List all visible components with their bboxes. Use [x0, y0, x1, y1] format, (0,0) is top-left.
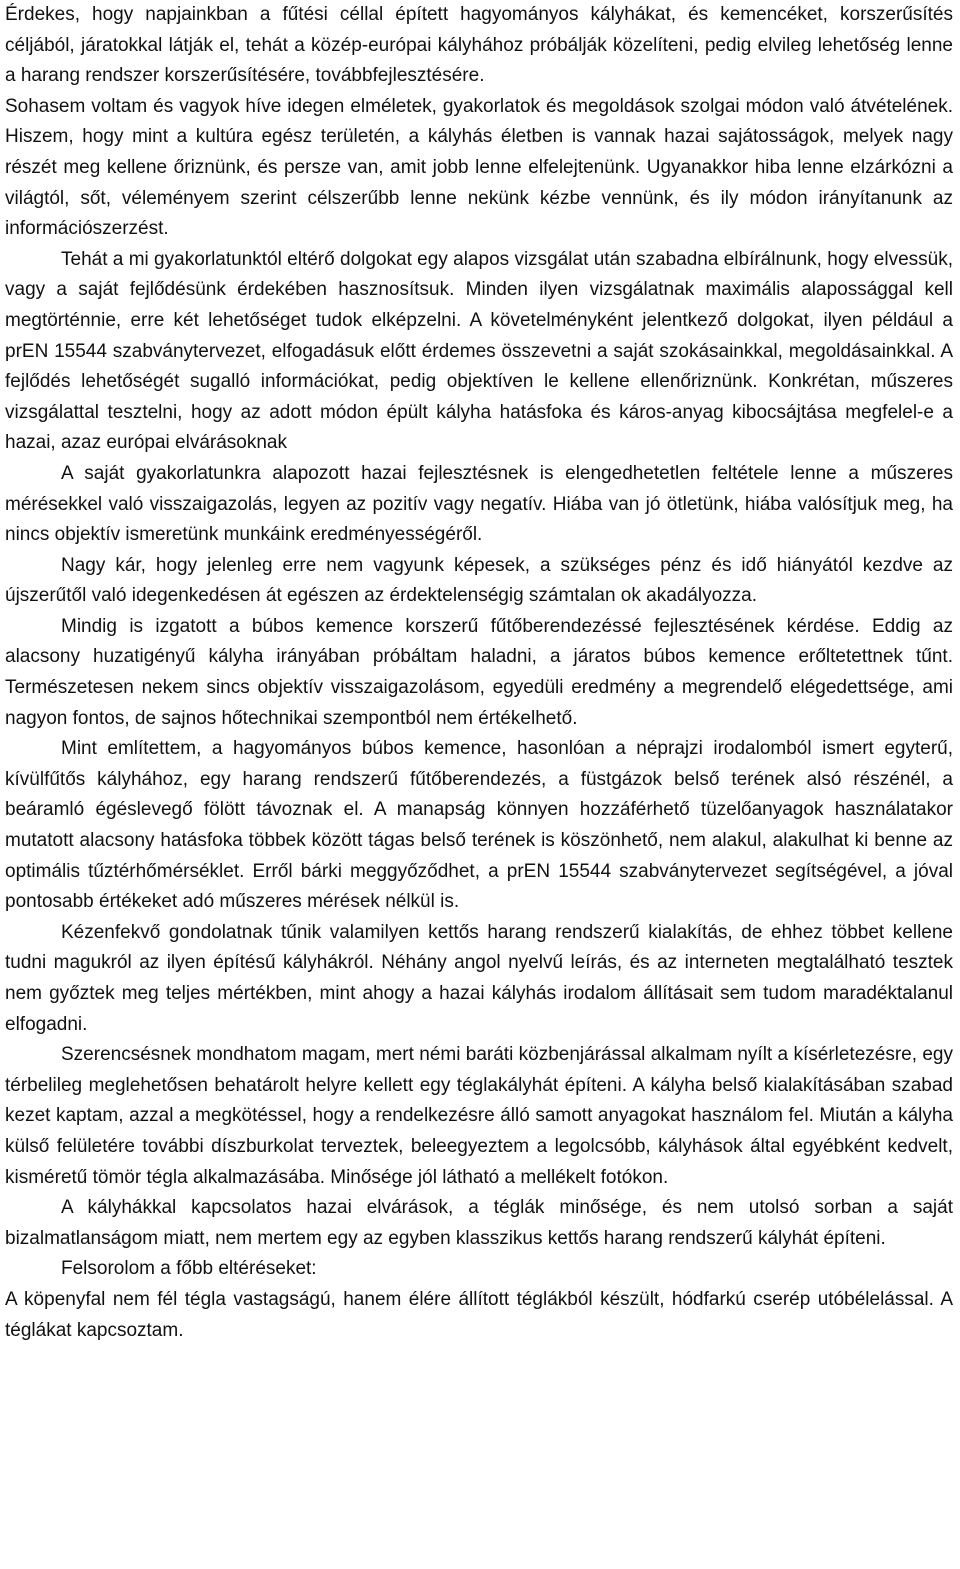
paragraph-obstacles: Nagy kár, hogy jelenleg erre nem vagyunk képesek, a szükséges pénz és idő hiányától kezdve az újszerűtől való idegenkedésen át egészen az érdektelenségig számtalan ok akadályozza.	[5, 554, 953, 607]
paragraph-measurement: A saját gyakorlatunkra alapozott hazai fejlesztésnek is elengedhetetlen feltétele lenne a műszeres mérésekkel való visszaigazolás, legyen az pozitív vagy negatív. Hiába van jó ötletünk, hiába valósítjuk meg, ha nincs objektív ismeretünk munkáink eredményességéről.	[5, 462, 953, 546]
paragraph-bubos-kemence: Mindig is izgatott a búbos kemence korszerű fűtőberendezéssé fejlesztésének kérdése. Eddig az alacsony huzatigényű kályha irányában próbáltam haladni, a járatos búbos kemence erőltetettnek tűnt. Természetesen nekem sincs objektív visszaigazolásom, egyedüli eredmény a megrendelő elégedettsége, ami nagyon fontos, de sajnos hőtechnikai szempontból nem értékelhető.	[5, 615, 953, 729]
paragraph-intro: Érdekes, hogy napjainkban a fűtési céllal épített hagyományos kályhákat, és kemencéket, korszerűsítés céljából, járatokkal látják el, tehát a közép-európai kályhához próbálják közelíteni, pedig elvileg lehetőség lenne a harang rendszer korszerűsítésére, továbbfejlesztésére.	[5, 4, 953, 87]
paragraph-list-heading: Felsorolom a főbb eltéréseket:	[61, 1258, 317, 1280]
paragraph-kettos-harang: Kézenfekvő gondolatnak tűnik valamilyen kettős harang rendszerű kialakítás, de ehhez többet kellene tudni magukról az ilyen építésű kályhákról. Néhány angol nyelvű leírás, és az interneten megtalálható tesztek nem győztek meg teljes mértékben, mint ahogy a hazai kályhás irodalom állításait sem tudom maradéktalanul elfogadni.	[5, 921, 953, 1035]
paragraph-kiserletezes: Szerencsésnek mondhatom magam, mert némi baráti közbenjárással alkalmam nyílt a kísérletezésre, egy térbelileg meglehetősen behatárolt helyre kellett egy téglakályhát építeni. A kályha belső kialakításában szabad kezet kaptam, azzal a megkötéssel, hogy a rendelkezésre álló samott anyagokat használom fel. Miután a kályha külső felületére további díszburkolat terveztek, beleegyeztem a legolcsóbb, kályhások által egyébként kedvelt, kisméretű tömör tégla alkalmazásába. Minősége jól látható a mellékelt fotókon.	[5, 1044, 953, 1188]
paragraph-opinion: Sohasem voltam és vagyok híve idegen elméletek, gyakorlatok és megoldások szolgai módon való átvételének. Hiszem, hogy mint a kultúra egész területén, a kályhás életben is vannak hazai sajátosságok, melyek nagy részét meg kellene őriznünk, és persze van, amit jobb lenne elfelejtenünk. Ugyanakkor hiba lenne elzárkózni a világtól, sőt, véleményem szerint célszerűbb lenne nekünk kézbe vennünk, és ily módon irányítanunk az információszerzést.	[5, 95, 953, 240]
paragraph-elvarasok: A kályhákkal kapcsolatos hazai elvárások, a téglák minősége, és nem utolsó sorban a saját bizalmatlanságom miatt, nem mertem egy az egyben klasszikus kettős harang rendszerű kályhát építeni.	[5, 1197, 953, 1249]
paragraph-evaluation: Tehát a mi gyakorlatunktól eltérő dolgokat egy alapos vizsgálat után szabadna elbírálnunk, hogy elvessük, vagy a saját fejlődésünk érdekében hasznosítsuk. Minden ilyen vizsgálatnak maximális alapossággal kell megtörténnie, erre két lehetőséget tudok elképzelni. A követelményként jelentkező dolgokat, ilyen például a prEN 15544 szabványtervezet, elfogadásuk előtt érdemes összevetni a saját szokásainkkal, megoldásainkkal. A fejlődés lehetőségét sugalló információkat, pedig objektíven le kellene ellenőriznünk. Konkrétan, műszeres vizsgálattal tesztelni, hogy az adott módon épült kályha hatásfoka és káros-anyag kibocsájtása megfelel-e a hazai, azaz európai elvárásoknak	[5, 248, 953, 454]
paragraph-harang-rendszer: Mint említettem, a hagyományos búbos kemence, hasonlóan a néprajzi irodalomból ismert egyterű, kívülfűtős kályhához, egy harang rendszerű fűtőberendezés, a füstgázok belső terének alsó részénél, a beáramló égéslevegő fölött távoznak el. A manapság könnyen hozzáférhető tüzelőanyagok használatakor mutatott alacsony hatásfoka többek között tágas belső terének is köszönhető, nem alakul, alakulhat ki benne az optimális tűztérhőmérséklet. Erről bárki meggyőződhet, a prEN 15544 szabványtervezet segítségével, a jóval pontosabb értékeket adó műszeres mérések nélkül is.	[5, 738, 953, 913]
paragraph-kopenyfal: A köpenyfal nem fél tégla vastagságú, hanem élére állított téglákból készült, hódfarkú cserép utóbélelással. A téglákat kapcsoztam.	[5, 1288, 953, 1341]
